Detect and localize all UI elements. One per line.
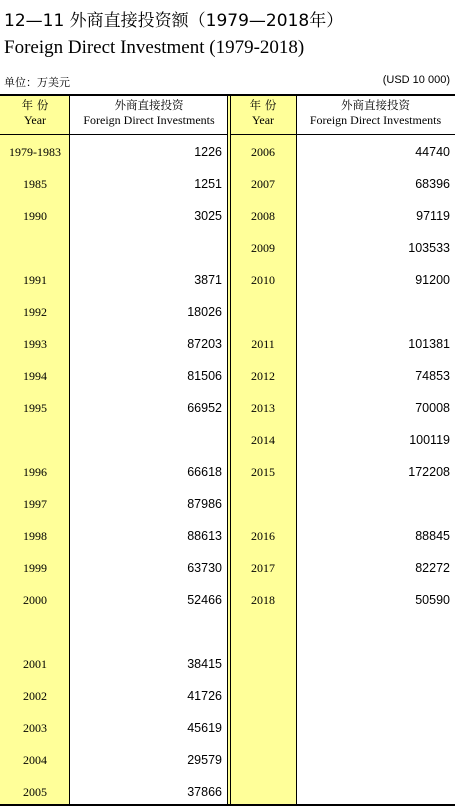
value-cell: 68396 bbox=[415, 177, 450, 191]
unit-label-chinese: 单位：万美元 bbox=[4, 76, 70, 89]
year-cell: 2001 bbox=[23, 657, 47, 671]
year-cell: 2008 bbox=[251, 209, 275, 223]
year-cell: 1990 bbox=[23, 209, 47, 223]
year-cell: 2012 bbox=[251, 369, 275, 383]
header-value-cn: 外商直接投资 bbox=[341, 98, 410, 112]
unit-label-english: (USD 10 000) bbox=[382, 74, 450, 86]
year-cell: 2006 bbox=[251, 145, 275, 159]
value-cell: 103533 bbox=[408, 241, 450, 255]
header-divider bbox=[230, 134, 455, 135]
value-cell: 66618 bbox=[187, 465, 222, 479]
value-cell: 38415 bbox=[187, 657, 222, 671]
year-cell: 1997 bbox=[23, 497, 47, 511]
year-cell: 2005 bbox=[23, 785, 47, 799]
year-cell: 2003 bbox=[23, 721, 47, 735]
value-cell: 41726 bbox=[187, 689, 222, 703]
year-cell: 2015 bbox=[251, 465, 275, 479]
value-cell: 74853 bbox=[415, 369, 450, 383]
year-cell: 2016 bbox=[251, 529, 275, 543]
year-cell: 2004 bbox=[23, 753, 47, 767]
header-value-left bbox=[70, 98, 228, 128]
year-cell: 2014 bbox=[251, 433, 275, 447]
value-cell: 63730 bbox=[187, 561, 222, 575]
header-year-en: Year bbox=[251, 113, 275, 127]
header-year-right bbox=[230, 98, 296, 128]
value-cell: 88845 bbox=[415, 529, 450, 543]
value-cell: 70008 bbox=[415, 401, 450, 415]
year-cell: 2000 bbox=[23, 593, 47, 607]
header-year-en: Year bbox=[23, 113, 47, 127]
value-cell: 1251 bbox=[194, 177, 222, 191]
year-cell: 1996 bbox=[23, 465, 47, 479]
value-cell: 87203 bbox=[187, 337, 222, 351]
value-cell: 52466 bbox=[187, 593, 222, 607]
value-cell: 1226 bbox=[194, 145, 222, 159]
value-cell: 66952 bbox=[187, 401, 222, 415]
year-cell: 1992 bbox=[23, 305, 47, 319]
value-cell: 3025 bbox=[194, 209, 222, 223]
column-divider bbox=[296, 96, 297, 804]
year-cell: 1979-1983 bbox=[9, 145, 61, 159]
header-year-left bbox=[0, 98, 70, 128]
column-divider bbox=[227, 96, 228, 804]
year-column-right-shading bbox=[228, 96, 296, 804]
value-cell: 44740 bbox=[415, 145, 450, 159]
value-cell: 87986 bbox=[187, 497, 222, 511]
value-cell: 91200 bbox=[415, 273, 450, 287]
value-cell: 45619 bbox=[187, 721, 222, 735]
header-value-cn: 外商直接投资 bbox=[114, 98, 184, 112]
year-cell: 2013 bbox=[251, 401, 275, 415]
year-cell: 1993 bbox=[23, 337, 47, 351]
header-year-cn: 年 份 bbox=[21, 98, 49, 112]
year-cell: 1999 bbox=[23, 561, 47, 575]
year-cell: 2018 bbox=[251, 593, 275, 607]
year-cell: 1991 bbox=[23, 273, 47, 287]
value-cell: 100119 bbox=[409, 433, 450, 447]
header-year-cn: 年 份 bbox=[249, 98, 277, 112]
value-cell: 82272 bbox=[415, 561, 450, 575]
header-divider bbox=[0, 134, 228, 135]
value-cell: 97119 bbox=[416, 209, 450, 223]
value-cell: 81506 bbox=[187, 369, 222, 383]
value-cell: 101381 bbox=[408, 337, 450, 351]
year-cell: 2007 bbox=[251, 177, 275, 191]
year-cell: 2009 bbox=[251, 241, 275, 255]
year-cell: 2017 bbox=[251, 561, 275, 575]
value-cell: 29579 bbox=[187, 753, 222, 767]
year-cell: 1998 bbox=[23, 529, 47, 543]
year-cell: 2002 bbox=[23, 689, 47, 703]
value-cell: 50590 bbox=[415, 593, 450, 607]
header-value-right bbox=[296, 98, 455, 128]
year-cell: 1995 bbox=[23, 401, 47, 415]
header-value-en: Foreign Direct Investments bbox=[83, 113, 215, 127]
table-title-english: Foreign Direct Investment (1979-2018) bbox=[4, 37, 305, 58]
table-title-chinese: 12—11 外商直接投资额（1979—2018年） bbox=[4, 11, 344, 31]
value-cell: 172208 bbox=[408, 465, 450, 479]
year-cell: 2010 bbox=[251, 273, 275, 287]
table-bottom-rule bbox=[0, 804, 455, 806]
year-cell: 1994 bbox=[23, 369, 47, 383]
value-cell: 37866 bbox=[187, 785, 222, 799]
year-cell: 2011 bbox=[251, 337, 275, 351]
header-value-en: Foreign Direct Investments bbox=[309, 113, 442, 127]
value-cell: 18026 bbox=[187, 305, 222, 319]
value-cell: 3871 bbox=[194, 273, 222, 287]
value-cell: 88613 bbox=[187, 529, 222, 543]
column-divider bbox=[230, 96, 231, 804]
year-cell: 1985 bbox=[23, 177, 47, 191]
